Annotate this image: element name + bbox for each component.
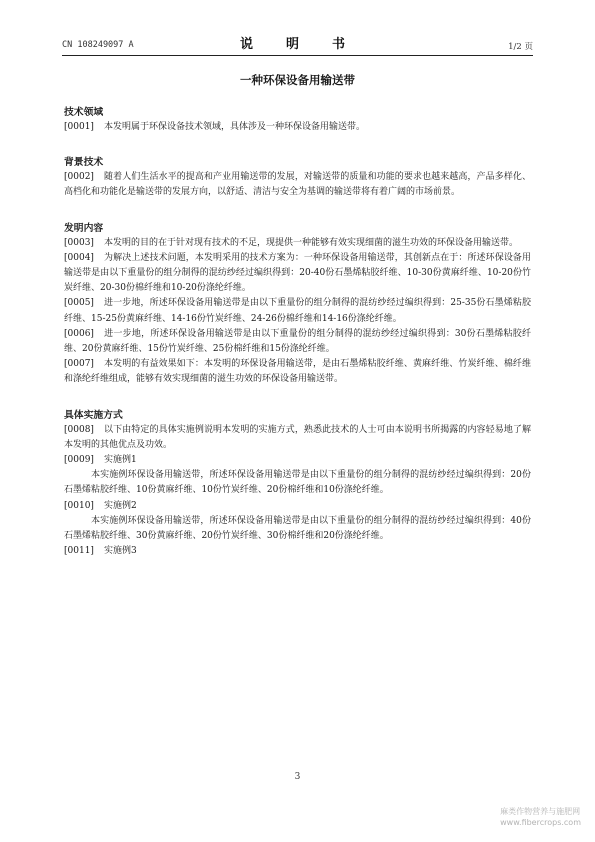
watermark: [500, 806, 581, 828]
paragraph-0005: [64, 296, 531, 326]
paragraph-number: [0007]: [64, 359, 94, 370]
document-body: [64, 72, 531, 559]
watermark-site-name: 麻类作物营养与施肥网: [500, 807, 581, 816]
paragraph-number: [0002]: [64, 172, 94, 183]
paragraph-text: 实施例3: [103, 546, 137, 557]
paragraph-text: 本发明的目的在于针对现有技术的不足，现提供一种能够有效实现细菌的滋生功效的环保设备用输送带。: [103, 237, 518, 248]
paragraph-number: [0011]: [64, 546, 94, 557]
paragraph-text: 以下由特定的具体实施例说明本发明的实施方式，熟悉此技术的人士可由本说明书所揭露的内容轻易地了解本发明的其他优点及功效。: [64, 424, 531, 450]
paragraph-0002: [64, 170, 531, 200]
section-heading-embodiments: 具体实施方式: [64, 409, 123, 421]
paragraph-text: 进一步地，所述环保设备用输送带是由以下重量份的组分制得的混纺纱经过编织得到：30份石墨烯粘胶纤维、20份黄麻纤维、15份竹炭纤维、25份棉纤维和15份涤纶纤维。: [64, 328, 531, 355]
document-type: 说 明 书: [239, 37, 355, 52]
paragraph-number: [0001]: [64, 122, 94, 132]
section-heading-summary: 发明内容: [64, 222, 104, 234]
page-header: [62, 30, 533, 54]
paragraph-0001: [64, 120, 531, 135]
paragraph-number: [0004]: [64, 252, 94, 263]
paragraph-text: 为解决上述技术问题，本发明采用的技术方案为：一种环保设备用输送带，其创新点在于：所述环保设备用输送带是由以下重量份的组分制得的混纺纱经过编织得到：20-40份石墨烯粘胶纤维、10-30份黄麻纤维、10-20份竹炭纤维、20-30份棉纤维和10-20份涤纶纤维。: [64, 252, 531, 294]
paragraph-number: [0005]: [64, 298, 94, 309]
paragraph-text: 进一步地，所述环保设备用输送带是由以下重量份的组分制得的混纺纱经过编织得到：25-35份石墨烯粘胶纤维、15-25份黄麻纤维、14-16份竹炭纤维、24-26份棉纤维和14-16份涤纶纤维。: [64, 298, 531, 324]
example-2-text: 本实施例环保设备用输送带，所述环保设备用输送带是由以下重量份的组分制得的混纺纱经过编织得到：40份石墨烯粘胶纤维、30份黄麻纤维、20份竹炭纤维、30份棉纤维和20份涤纶纤维。: [64, 515, 531, 542]
paragraph-number: [0010]: [64, 500, 94, 511]
section-heading-background: 背景技术: [64, 157, 104, 169]
paragraph-text: 本发明的有益效果如下：本发明的环保设备用输送带，是由石墨烯粘胶纤维、黄麻纤维、竹炭纤维、棉纤维和涤纶纤维组成，能够有效实现细菌的滋生功效的环保设备用输送带。: [64, 359, 531, 385]
paragraph-number: [0009]: [64, 455, 94, 466]
paragraph-number: [0006]: [64, 328, 94, 339]
paragraph-0010: [64, 499, 531, 514]
paragraph-0011: [64, 544, 531, 559]
page-info: 1/2 页: [508, 42, 533, 52]
paragraph-0008: [64, 423, 531, 453]
paragraph-0009: [64, 453, 531, 468]
paragraph-0007: [64, 357, 531, 387]
paragraph-text: 本发明属于环保设备技术领域，具体涉及一种环保设备用输送带。: [103, 122, 365, 132]
paragraph-0006: [64, 327, 531, 357]
paragraph-text: 实施例1: [103, 455, 137, 466]
paragraph-text: 实施例2: [103, 500, 137, 511]
header-rule: [62, 55, 533, 56]
section-heading-tech-field: 技术领域: [64, 107, 104, 118]
paragraph-text: 随着人们生活水平的提高和产业用输送带的发展，对输送带的质量和功能的要求也越来越高，产品多样化、高档化和功能化是输送带的发展方向，以舒适、清洁与安全为基调的输送带将有着广阔的市场前景。: [64, 172, 531, 198]
paragraph-number: [0003]: [64, 237, 94, 248]
paragraph-number: [0008]: [64, 424, 94, 435]
document-title: 一种环保设备用输送带: [240, 73, 355, 87]
paragraph-0003: [64, 236, 531, 251]
watermark-url: www.fibercrops.com: [500, 818, 581, 827]
paragraph-0004: [64, 251, 531, 297]
example-1-text: 本实施例环保设备用输送带，所述环保设备用输送带是由以下重量份的组分制得的混纺纱经过编织得到：20份石墨烯粘胶纤维、10份黄麻纤维、10份竹炭纤维、20份棉纤维和10份涤纶纤维。: [64, 470, 531, 496]
publication-number: CN 108249097 A: [62, 40, 134, 50]
page-number: 3: [294, 772, 301, 782]
